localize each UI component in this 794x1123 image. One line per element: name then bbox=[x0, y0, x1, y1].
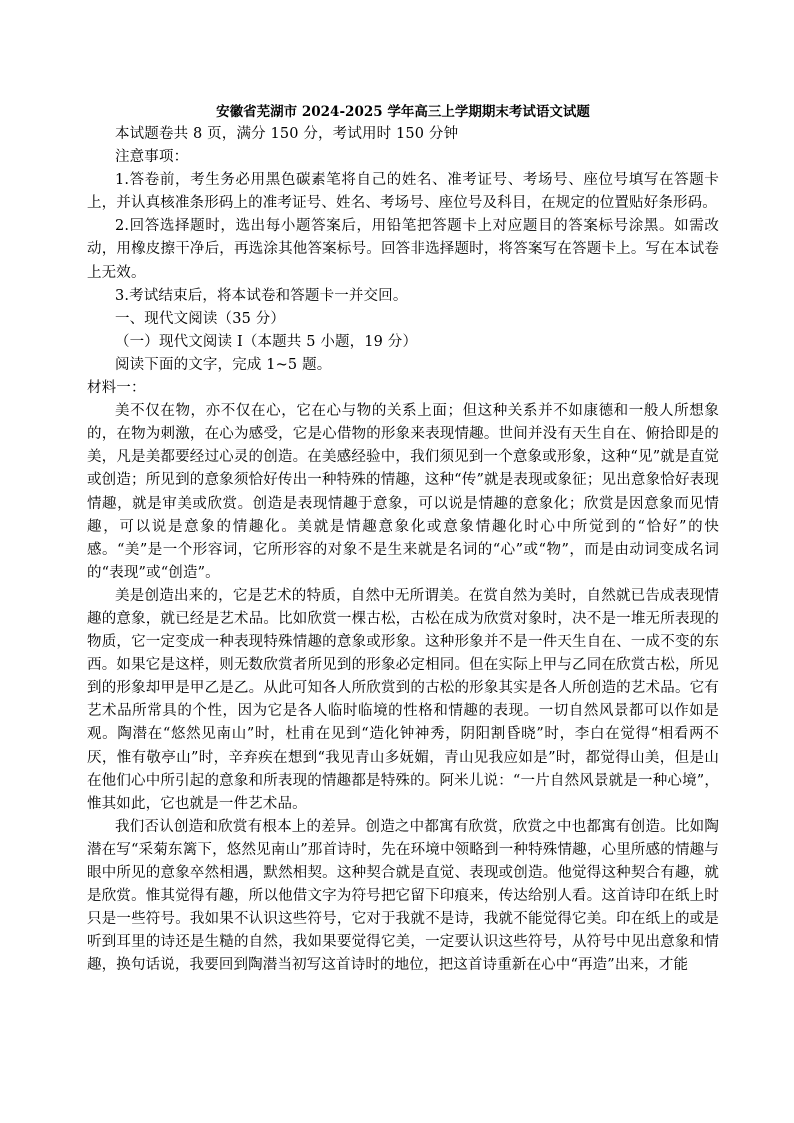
exam-intro: 本试题卷共 8 页，满分 150 分，考试用时 150 分钟 bbox=[115, 126, 459, 142]
document-body bbox=[87, 101, 719, 977]
material-paragraph-3: 我们否认创造和欣赏有根本上的差异。创造之中都寓有欣赏，欣赏之中也都寓有创造。比如陶潜在写“采菊东篱下，悠然见南山”那首诗时，先在环境中领略到一种特殊情趣，心里所感的情趣与眼中所见的意象卒然相遇，默然相契。这种契合就是直觉、表现或创造。他觉得这种契合有趣，就是欣赏。惟其觉得有趣，所以他借文字为符号把它留下印痕来，传达给别人看。这首诗印在纸上时只是一些符号。我如果不认识这些符号，它对于我就不是诗，我就不能觉得它美。印在纸上的或是听到耳里的诗还是生糙的自然，我如果要觉得它美，一定要认识这些符号，从符号中见出意象和情趣，换句话说，我要回到陶潜当初写这首诗时的地位，把这首诗重新在心中“再造”出来，才能 bbox=[87, 818, 719, 974]
reading-instruction: 阅读下面的文字，完成 1~5 题。 bbox=[115, 356, 332, 373]
notice-item-1: 1.答卷前，考生务必用黑色碳素笔将自己的姓名、准考证号、考场号、座位号填写在答题卡上，并认真核准条形码上的准考证号、姓名、考场号、座位号及科目，在规定的位置贴好条形码。 bbox=[87, 172, 719, 212]
notice-item-2: 2.回答选择题时，选出每小题答案后，用铅笔把答题卡上对应题目的答案标号涂黑。如需改动，用橡皮擦干净后，再选涂其他答案标号。回答非选择题时，将答案写在答题卡上。写在本试卷上无效。 bbox=[87, 218, 719, 281]
subsection-heading: （一）现代文阅读 I（本题共 5 小题，19 分） bbox=[115, 333, 418, 350]
material-label: 材料一： bbox=[87, 380, 146, 397]
notice-heading: 注意事项： bbox=[115, 149, 189, 166]
section-heading: 一、现代文阅读（35 分） bbox=[115, 310, 286, 327]
document-title: 安徽省芜湖市 2024-2025 学年高三上学期期末考试语文试题 bbox=[216, 104, 590, 120]
material-paragraph-1: 美不仅在物，亦不仅在心，它在心与物的关系上面；但这种关系并不如康德和一般人所想象的，在物为刺激，在心为感受，它是心借物的形象来表现情趣。世间并没有天生自在、俯拾即是的美，凡是美都要经过心灵的创造。在美感经验中，我们须见到一个意象或形象，这种“见”就是直觉或创造；所见到的意象须恰好传出一种特殊的情趣，这种“传”就是表现或象征；见出意象恰好表现情趣，就是审美或欣赏。创造是表现情趣于意象，可以说是情趣的意象化；欣赏是因意象而见情趣，可以说是意象的情趣化。美就是情趣意象化或意象情趣化时心中所觉到的“恰好”的快感。“美”是一个形容词，它所形容的对象不是生来就是名词的“心”或“物”，而是由动词变成名词的“表现”或“创造”。 bbox=[87, 403, 719, 581]
notice-item-3: 3.考试结束后，将本试卷和答题卡一并交回。 bbox=[115, 287, 408, 304]
material-paragraph-2: 美是创造出来的，它是艺术的特质，自然中无所谓美。在赏自然为美时，自然就已告成表现情趣的意象，就已经是艺术品。比如欣赏一棵古松，古松在成为欣赏对象时，决不是一堆无所表现的物质，它一定变成一种表现特殊情趣的意象或形象。这种形象并不是一件天生自在、一成不变的东西。如果它是这样，则无数欣赏者所见到的形象必定相同。但在实际上甲与乙同在欣赏古松，所见到的形象却甲是甲乙是乙。从此可知各人所欣赏到的古松的形象其实是各人所创造的艺术品。它有艺术品所常具的个性，因为它是各人临时临境的性格和情趣的表现。一切自然风景都可以作如是观。陶潜在“悠然见南山”时，杜甫在见到“造化钟神秀，阴阳割昏晓”时，李白在觉得“相看两不厌，惟有敬亭山”时，辛弃疾在想到“我见青山多妩媚，青山见我应如是”时，都觉得山美，但是山在他们心中所引起的意象和所表现的情趣都是特殊的。阿米儿说：“一片自然风景就是一种心境”，惟其如此，它也就是一件艺术品。 bbox=[87, 587, 719, 812]
